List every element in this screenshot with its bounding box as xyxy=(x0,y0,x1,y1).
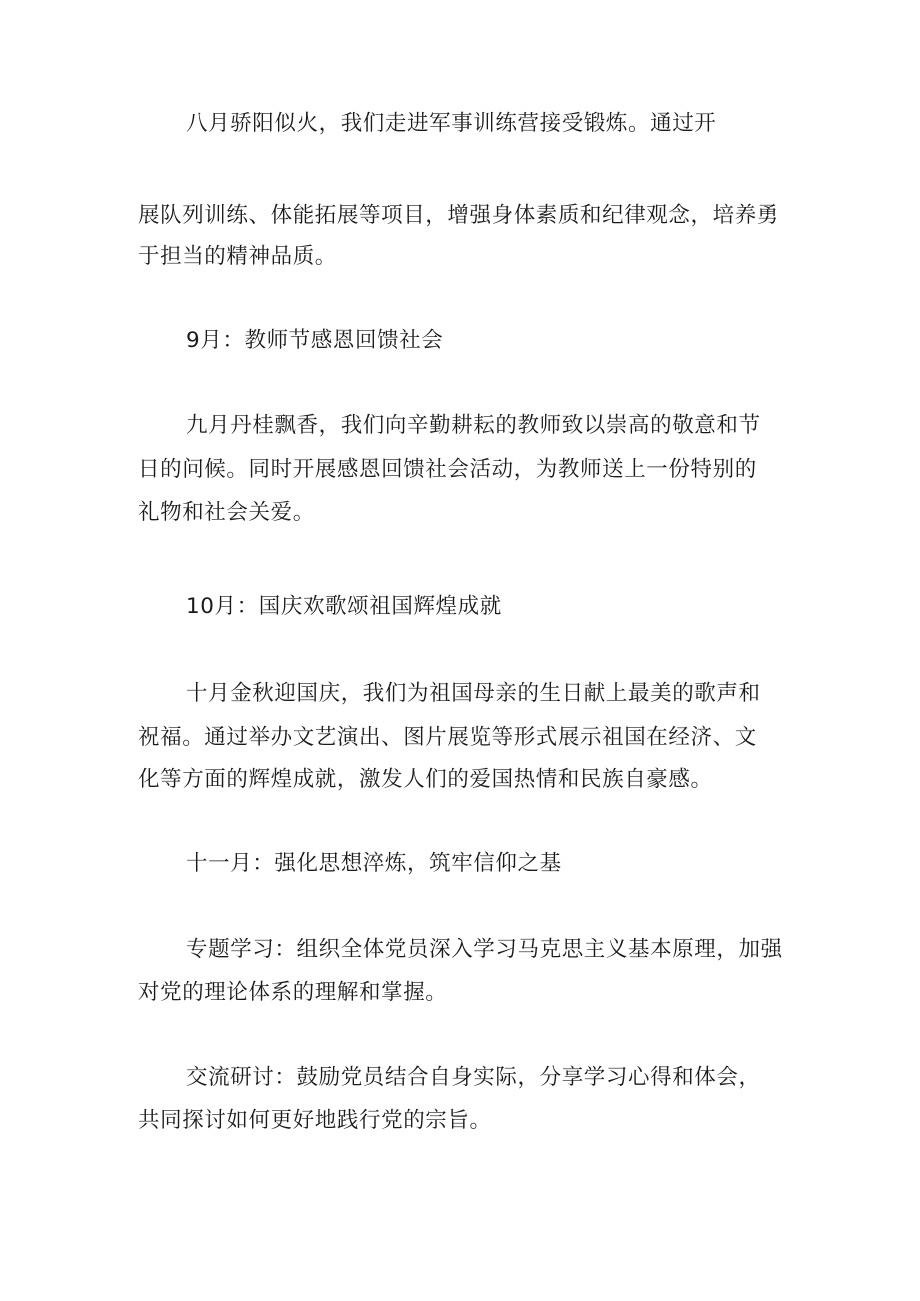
paragraph-october-line-2: 祝福。通过举办文艺演出、图片展览等形式展示祖国在经济、文 xyxy=(138,725,757,750)
heading-october: 10月：国庆欢歌颂祖国辉煌成就 xyxy=(186,594,502,619)
paragraph-august-line-1: 八月骄阳似火，我们走进军事训练营接受锻炼。通过开 xyxy=(186,111,717,136)
paragraph-study-line-2: 对党的理论体系的理解和掌握。 xyxy=(138,980,448,1005)
paragraph-october-line-3: 化等方面的辉煌成就，激发人们的爱国热情和民族自豪感。 xyxy=(138,767,713,792)
paragraph-september-line-2: 日的问候。同时开展感恩回馈社会活动，为教师送上一份特别的 xyxy=(138,457,757,482)
heading-september: 9月：教师节感恩回馈社会 xyxy=(186,328,444,353)
paragraph-study-line-1: 专题学习：组织全体党员深入学习马克思主义基本原理，加强 xyxy=(186,937,783,962)
paragraph-august-line-2: 展队列训练、体能拓展等项目，增强身体素质和纪律观念，培养勇 xyxy=(138,203,779,228)
paragraph-october-line-1: 十月金秋迎国庆，我们为祖国母亲的生日献上最美的歌声和 xyxy=(186,681,761,706)
paragraph-september-line-3: 礼物和社会关爱。 xyxy=(138,500,315,525)
paragraph-september-line-1: 九月丹桂飘香，我们向辛勤耕耘的教师致以崇高的敬意和节 xyxy=(186,413,761,438)
paragraph-discussion-line-2: 共同探讨如何更好地践行党的宗旨。 xyxy=(138,1108,492,1133)
heading-november: 十一月：强化思想淬炼，筑牢信仰之基 xyxy=(186,851,562,876)
paragraph-discussion-line-1: 交流研讨：鼓励党员结合自身实际，分享学习心得和体会， xyxy=(186,1065,761,1090)
paragraph-august-line-3: 于担当的精神品质。 xyxy=(138,244,337,269)
